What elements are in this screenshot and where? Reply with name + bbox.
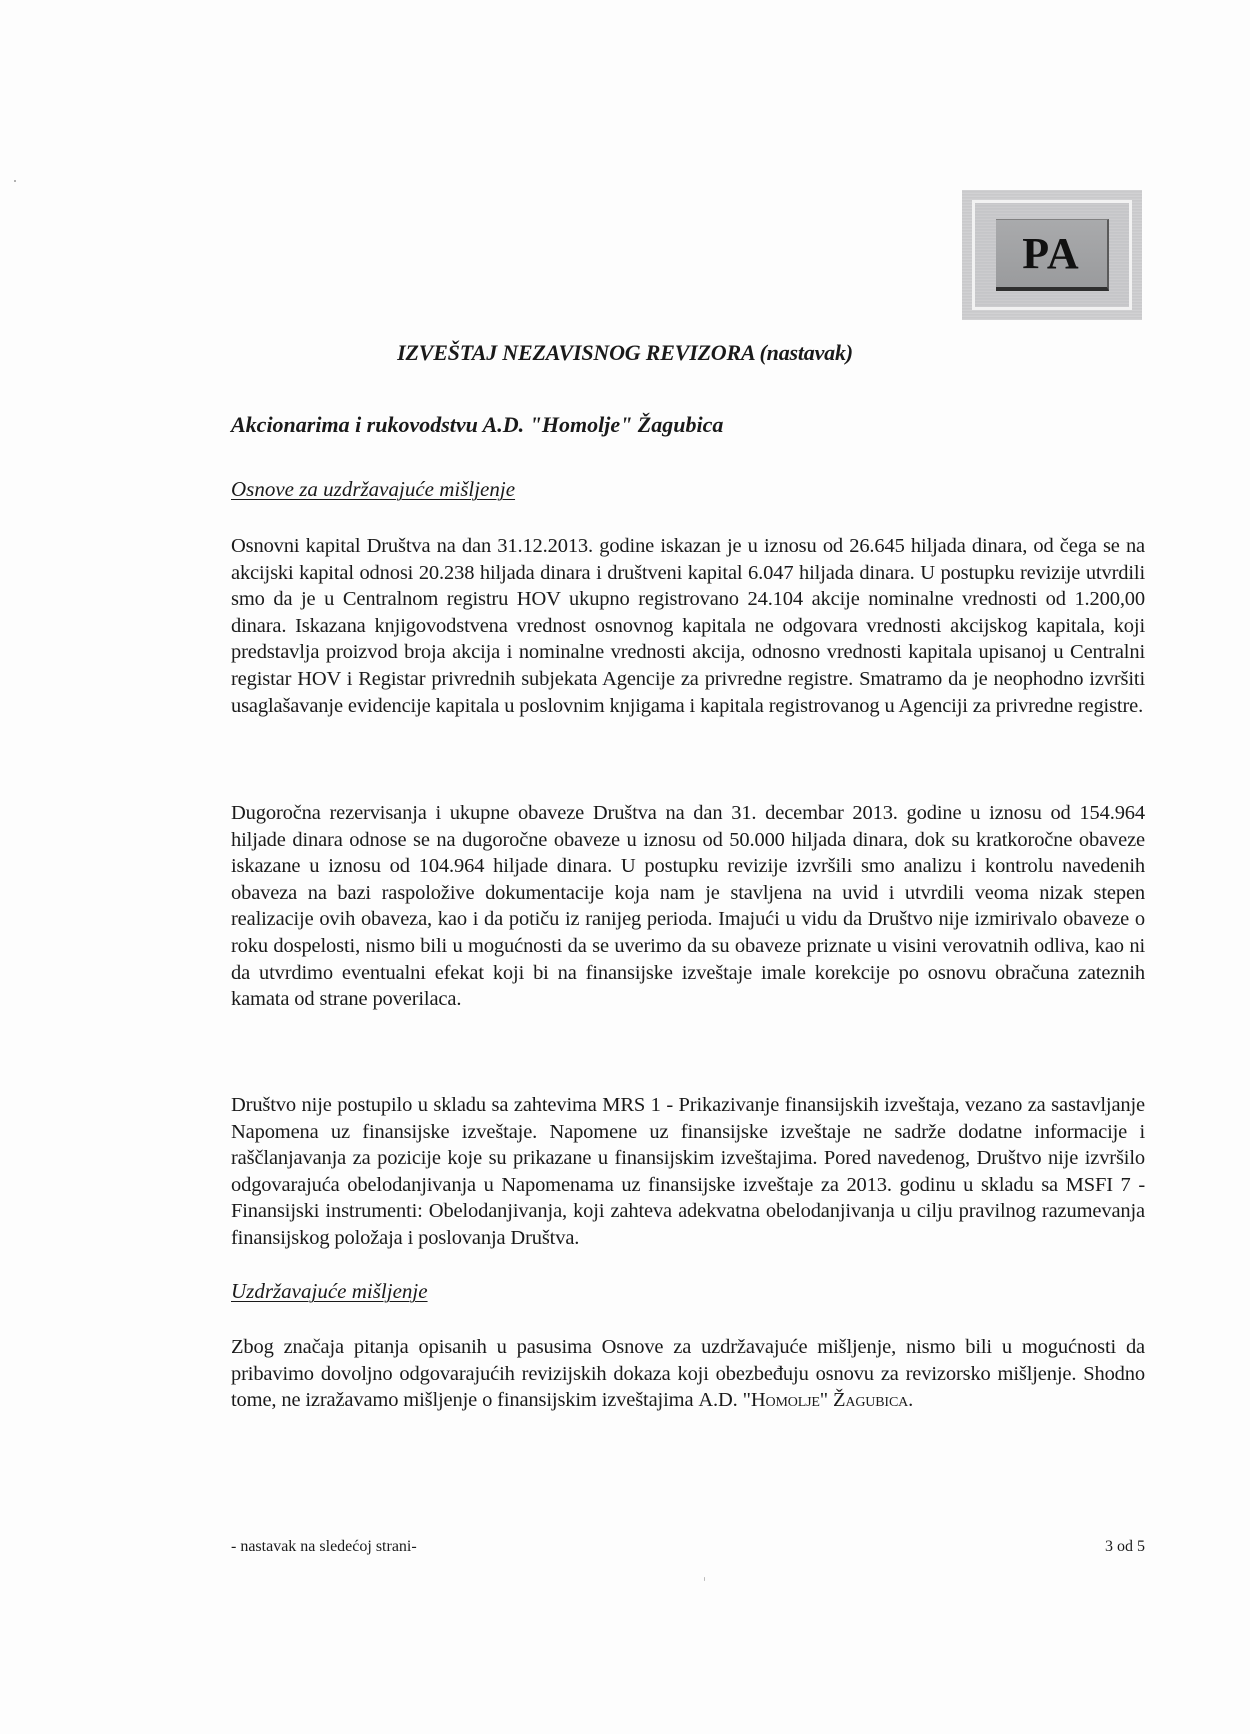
- title-main: IZVEŠTAJ NEZAVISNOG REVIZORA: [397, 340, 755, 365]
- page-number: 3 od 5: [1105, 1538, 1145, 1555]
- logo-plate: [996, 219, 1109, 291]
- logo-frame: [972, 200, 1132, 310]
- addressee: Akcionarima i rukovodstvu A.D. "Homolje" Žagubica: [231, 412, 724, 437]
- title-suffix: (nastavak): [759, 340, 853, 365]
- footer-continuation: - nastavak na sledećoj strani-: [231, 1538, 417, 1555]
- paragraph-opinion: [231, 1334, 1145, 1414]
- paragraph-disclosures: Društvo nije postupilo u skladu sa zahtevima MRS 1 - Prikazivanje finansijskih izveštaja, vezano za sastavljanje Napomena uz finansijske izveštaje. Napomene uz finansijske izveštaje ne sadrže dodatne informacije i raščlanjavanja za pozicije koje su prikazane u finansijskim izveštajima. Pored navedenog, Društvo nije izvršilo odgovarajuća obelodanjivanja u Napomenama uz finansijske izveštaje za 2013. godinu u skladu sa MSFI 7 - Finansijski instrumenti: Obelodanjivanja, koji zahteva adekvatna obelodanjivanja u cilju pravilnog razumevanja finansijskog položaja i poslovanja Društva.: [231, 1094, 1145, 1249]
- section-heading-opinion: Uzdržavajuće mišljenje: [231, 1279, 428, 1303]
- scan-speck: [704, 1577, 705, 1581]
- auditor-logo: [962, 190, 1142, 320]
- section-heading-basis: Osnove za uzdržavajuće mišljenje: [231, 477, 516, 501]
- document-title: [0, 340, 1250, 366]
- company-name: A.D. "Homolje" Žagubica.: [698, 1389, 914, 1412]
- opinion-text: Zbog značaja pitanja opisanih u pasusima Osnove za uzdržavajuće mišljenje, nismo bili u mogućnosti da pribavimo dovoljno odgovarajućih revizijskih dokaza koji obezbeđuju osnovu za revizorsko mišljenje. Shodno tome, ne izražavamo mišljenje o finansijskim izveštajima: [231, 1336, 1145, 1412]
- paragraph-liabilities: Dugoročna rezervisanja i ukupne obaveze Društva na dan 31. decembar 2013. godine u iznosu od 154.964 hiljade dinara odnose se na dugoročne obaveze u iznosu od 50.000 hiljada dinara, dok su kratkoročne obaveze iskazane u iznosu od 104.964 hiljade dinara. U postupku revizije izvršili smo analizu i kontrolu navedenih obaveza na bazi raspoložive dokumentacije koja nam je stavljena na uvid i utvrdili veoma nizak stepen realizacije ovih obaveza, kao i da potiču iz ranijeg perioda. Imajući u vidu da Društvo nije izmirivalo obaveze o roku dospelosti, nismo bili u mogućnosti da se uverimo da su obaveze priznate u visini verovatnih odliva, kao ni da utvrdimo eventualni efekat koji bi na finansijske izveštaje imale korekcije po osnovu obračuna zateznih kamata od strane poverilaca.: [231, 802, 1145, 1011]
- paragraph-share-capital: Osnovni kapital Društva na dan 31.12.2013. godine iskazan je u iznosu od 26.645 hiljada dinara, od čega se na akcijski kapital odnosi 20.238 hiljada dinara i društveni kapital 6.047 hiljada dinara. U postupku revizije utvrdili smo da je u Centralnom registru HOV ukupno registrovano 24.104 akcije nominalne vrednosti od 1.200,00 dinara. Iskazana knjigovodstvena vrednost osnovnog kapitala ne odgovara vrednosti akcijskog kapitala, koji predstavlja proizvod broja akcija i nominalne vrednosti akcija, odnosno vrednosti kapitala upisanoj u Centralni registar HOV i Registar privrednih subjekata Agencije za privredne registre. Smatramo da je neophodno izvršiti usaglašavanje evidencije kapitala u poslovnim knjigama i kapitala registrovanog u Agenciji za privredne registre.: [231, 535, 1145, 717]
- scan-speck: [14, 180, 16, 182]
- logo-text: PA: [1022, 228, 1080, 278]
